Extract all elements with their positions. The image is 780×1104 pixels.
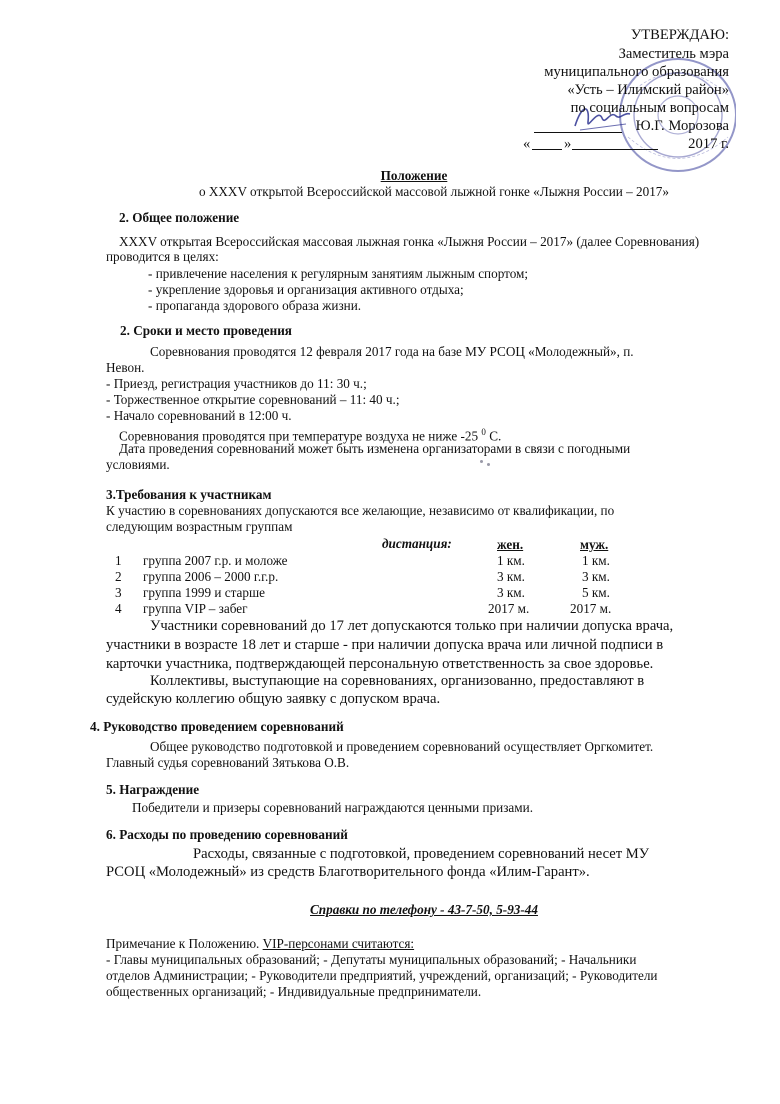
section-1-text-cont: проводится в целях: [106,249,219,264]
section-3-text: К участию в соревнованиях допускаются все желающие, независимо от квалификации, по [106,503,615,518]
section-3-admission: Участники соревнований до 17 лет допускаются только при наличии допуска врача, [150,618,674,634]
date-change-note-cont: условиями. [106,457,170,472]
table-row-group: группа 1999 и старше [143,585,265,600]
scan-speck [487,463,490,466]
table-row-group: группа VIP – забег [143,601,248,616]
section-4-text: Общее руководство подготовкой и проведением соревнований осуществляет Оргкомитет. [150,739,654,754]
table-row-men: 2017 м. [570,601,612,616]
approval-month-blank [572,149,658,150]
table-row-women: 1 км. [497,553,525,568]
section-2-heading: 2. Сроки и место проведения [120,323,292,338]
table-row-women: 2017 м. [488,601,530,616]
goal-item: - укрепление здоровья и организация активного отдыха; [148,282,464,297]
table-head-men: муж. [580,537,609,552]
temperature-note: Соревнования проводятся при температуре воздуха не ниже -25 $^0$ С. [119,427,502,444]
table-head-distance: дистанция: [382,536,452,551]
table-row-men: 5 км. [582,585,610,600]
approval-name: Ю.Г. Морозова [635,118,729,134]
approval-title: УТВЕРЖДАЮ: [630,27,729,43]
section-6-text: Расходы, связанные с подготовкой, проведением соревнований несет МУ [193,846,650,862]
approval-line-4: по социальным вопросам [570,100,729,116]
schedule-item: - Приезд, регистрация участников до 11: 30 ч.; [106,376,367,391]
note-lead: Примечание к Положению. VIP-персонами считаются: [106,936,415,951]
document-title: Положение [380,168,448,183]
section-5-text: Победители и призеры соревнований награждаются ценными призами. [132,800,533,815]
section-3-text-cont: следующим возрастным группам [106,519,293,534]
approval-line-3: «Усть – Илимский район» [567,82,729,98]
document-subtitle: о XXXV открытой Всероссийской массовой лыжной гонке «Лыжня России – 2017» [198,184,669,199]
section-1-heading: 2. Общее положение [119,210,240,225]
section-1-text: XXXV открытая Всероссийская массовая лыжная гонка «Лыжня России – 2017» (далее Соревнования) [119,234,700,249]
section-3-admission-cont: карточки участника, подтверждающей персональную ответственность за свое здоровье. [106,656,654,672]
schedule-item: - Начало соревнований в 12:00 ч. [106,408,292,423]
section-4-text-cont: Главный судья соревнований Зятькова О.В. [106,755,350,770]
section-2-text: Соревнования проводятся 12 февраля 2017 года на базе МУ РСОЦ «Молодежный», п. [150,344,634,359]
note-line: - Главы муниципальных образований; - Депутаты муниципальных образований; - Начальники [106,952,637,967]
schedule-item: - Торжественное открытие соревнований – 11: 40 ч.; [106,392,400,407]
table-row-women: 3 км. [497,585,525,600]
table-row-group: группа 2006 – 2000 г.г.р. [143,569,279,584]
signature-line [534,117,622,133]
section-3-heading: 3.Требования к участникам [106,487,272,502]
approval-line-2: муниципального образования [544,64,729,80]
section-3-teams-cont: судейскую коллегию общую заявку с допуском врача. [106,691,441,707]
approval-year: 2017 г. [688,136,729,152]
section-6-heading: 6. Расходы по проведению соревнований [106,827,348,842]
table-row-number: 4 [115,601,122,616]
table-row-women: 3 км. [497,569,525,584]
scan-speck [480,460,483,463]
table-row-number: 1 [115,553,122,568]
goal-item: - привлечение населения к регулярным занятиям лыжным спортом; [148,266,529,281]
section-3-admission-cont: участники в возрасте 18 лет и старше - при наличии допуска врача или личной подписи в [106,637,664,653]
note-line: отделов Администрации; - Руководители предприятий, учреждений, организаций; - Руководители [106,968,658,983]
table-row-men: 1 км. [582,553,610,568]
table-row-number: 2 [115,569,122,584]
section-3-teams: Коллективы, выступающие на соревнованиях, организованно, предоставляют в [150,673,645,689]
table-row-number: 3 [115,585,122,600]
section-4-heading: 4. Руководство проведением соревнований [90,719,344,734]
section-6-text-cont: РСОЦ «Молодежный» из средств Благотворительного фонда «Илим-Гарант». [106,864,590,880]
approval-date-close: » [564,136,572,152]
approval-line-1: Заместитель мэра [618,46,729,62]
table-row-men: 3 км. [582,569,610,584]
table-row-group: группа 2007 г.р. и моложе [143,553,288,568]
table-head-women: жен. [497,537,524,552]
note-line: общественных организаций; - Индивидуальные предприниматели. [106,984,482,999]
approval-day-blank [532,149,562,150]
approval-date-open: « [523,136,531,152]
phone-reference: Справки по телефону - 43-7-50, 5-93-44 [310,902,538,917]
goal-item: - пропаганда здорового образа жизни. [148,298,362,313]
date-change-note: Дата проведения соревнований может быть изменена организаторами в связи с погодными [119,441,631,456]
section-2-text-cont: Невон. [106,360,145,375]
section-5-heading: 5. Награждение [106,782,200,797]
